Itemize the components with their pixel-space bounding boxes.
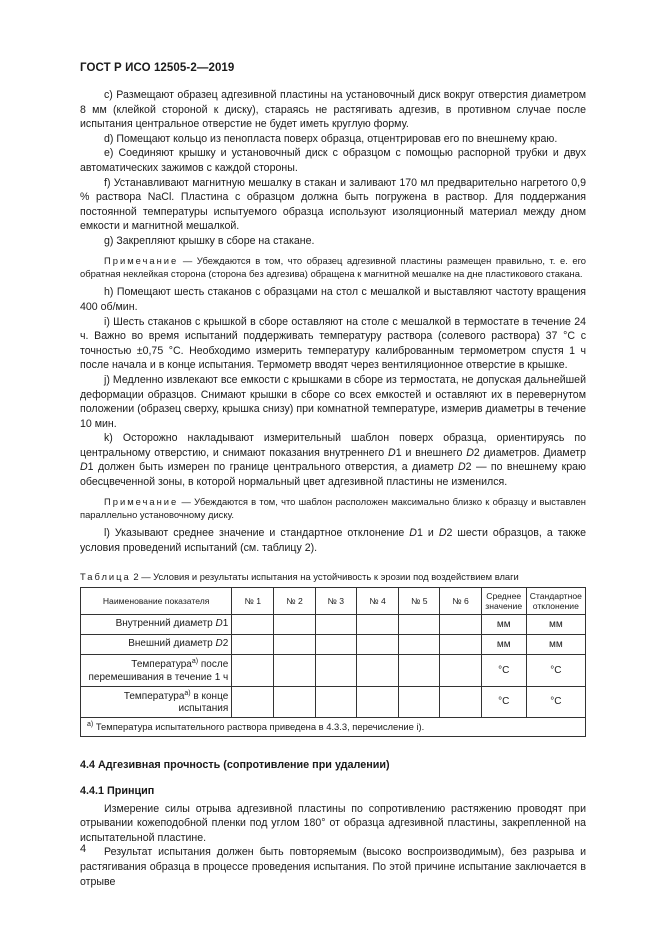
table-header-cell: № 4: [357, 587, 399, 614]
table-header-row: [81, 587, 586, 614]
table-row: [81, 614, 586, 634]
results-table: [80, 587, 586, 737]
section-heading-4-4: 4.4 Адгезивная прочность (сопротивление при удалении): [80, 758, 390, 771]
note-2-label: Примечание: [104, 495, 179, 507]
table-footnote: $^{а)}$ Температура испытательного раствора приведена в 4.3.3, перечисление i).: [81, 717, 586, 736]
note-1-label: Примечание: [104, 254, 179, 266]
std-unit: мм: [526, 614, 585, 634]
paragraph-item-i: i) Шесть стаканов с крышкой в сборе оставляют на столе с мешалкой в термостате в течение 24 ч. Важно во время испытаний поддерживать температуру раствора (солевого раствора) 37 °С с точностью ±0,75 °С. Необходимо измерить температуру калиброванным термометром спустя 1 ч после начала и в конце испытания. Термометр вводят через вентиляционное отверстие в крышке.: [80, 315, 586, 372]
table-header-cell: Среднее значение: [481, 587, 526, 614]
note-1-text: — Убеждаются в том, что образец адгезивной пластины размещен правильно, т. е. его обратная неклейкая сторона (сторона без адгезива) обращена к магнитной мешалке на дне пластикового стакана.: [80, 254, 586, 279]
note-1: [80, 254, 586, 281]
table-header-cell: № 1: [232, 587, 274, 614]
paragraph-item-f: f) Устанавливают магнитную мешалку в стакан и заливают 170 мл предварительно нагретого 0,9 % раствора NaCl. Пластина с образцом должна быть погружена в раствор. Для поддержания постоянной температуры испытуемого образца используют изоляционный материал между дном емкости и магнитной мешалкой.: [80, 176, 586, 233]
paragraph-item-h: h) Помещают шесть стаканов с образцами на стол с мешалкой и выставляют частоту вращения 400 об/мин.: [80, 286, 586, 313]
document-body: [80, 88, 586, 889]
table-header-cell: Стандартное отклонение: [526, 587, 585, 614]
paragraph-item-j: j) Медленно извлекают все емкости с крышками в сборе из термостата, не допуская дальнейшей деформации образцов. Снимают крышки в сборе со всех емкостей и оставляют их в перевернутом положении (образец сверху, крышка снизу) при комнатной температуре, измерив диаметры в течение 10 мин.: [80, 373, 586, 430]
table-header-cell: № 3: [315, 587, 356, 614]
section-paragraph-2: Результат испытания должен быть повторяемым (высоко воспроизводимым), без разрыва и растягивания образца в процессе проведения испытания. По этой причине испытание заключается в отрыве: [80, 846, 586, 888]
mean-unit: мм: [481, 614, 526, 634]
mean-unit: мм: [481, 634, 526, 654]
table-caption: Таблица 2 — Условия и результаты испытания на устойчивость к эрозии под воздействием влаги: [80, 570, 519, 582]
paragraph-item-e: e) Соединяют крышку и установочный диск с образцом с помощью распорной трубки и двух автоматических зажимов с каждой стороны.: [80, 147, 586, 174]
table-footnote-row: [81, 717, 586, 736]
table-row: [81, 654, 586, 686]
paragraph-item-l: l) Указывают среднее значение и стандартное отклонение D1 и D2 шести образцов, а также условия проведений испытаний (см. таблицу 2).: [80, 527, 586, 555]
std-unit: мм: [526, 634, 585, 654]
note-2-text: — Убеждаются в том, что шаблон расположен максимально близко к образцу и выставлен параллельно установочному диску.: [80, 495, 586, 521]
paragraph-item-d: d) Помещают кольцо из пенопласта поверх образца, отцентрировав его по внешнему краю.: [104, 132, 558, 145]
mean-unit: °С: [481, 654, 526, 686]
table-header-cell: № 5: [399, 587, 440, 614]
row-label: Температура$^{а)}$ после перемешивания в течение 1 ч: [81, 654, 232, 686]
table-header-cell: Наименование показателя: [81, 587, 232, 614]
note-2: [80, 495, 586, 522]
std-unit: °С: [526, 686, 585, 717]
table-row: [81, 634, 586, 654]
table-row: [81, 686, 586, 717]
row-label: Внешний диаметр D2: [81, 634, 232, 654]
table-header-cell: № 6: [440, 587, 481, 614]
section-paragraph-1: Измерение силы отрыва адгезивной пластины по сопротивлению растяжению проводят при отрывании кожеподобной пленки под углом 180° от образца адгезивной пластины, закрепленной на испытательной пластине.: [80, 802, 586, 844]
section-heading-4-4-1: 4.4.1 Принцип: [80, 784, 155, 797]
paragraph-item-g: g) Закрепляют крышку в сборе на стакане.: [104, 234, 315, 247]
table-header-cell: № 2: [274, 587, 315, 614]
paragraph-item-c: c) Размещают образец адгезивной пластины на установочный диск вокруг отверстия диаметром 8 мм (клейкой стороной к диску), стараясь не растягивать адгезив, в противном случае после испытания центральное отверстие не будет иметь круглую форму.: [80, 89, 586, 131]
std-unit: °С: [526, 654, 585, 686]
document-header: ГОСТ Р ИСО 12505-2—2019: [80, 62, 235, 74]
paragraph-item-k: k) Осторожно накладывают измерительный шаблон поверх образца, ориентируясь по центральному отверстию, и снимают показания внутреннего D1 и внешнего D2 диаметров. Диаметр D1 должен быть измерен по границе центрального отверстия, а диаметр D2 — по внешнему краю обесцвеченной зоны, в которой нормальный цвет адгезивной пластины не изменился.: [80, 432, 587, 489]
row-label: Температура$^{а)}$ в конце испытания: [81, 686, 232, 717]
page-number: 4: [80, 843, 87, 855]
mean-unit: °С: [481, 686, 526, 717]
row-label: Внутренний диаметр D1: [81, 614, 232, 634]
